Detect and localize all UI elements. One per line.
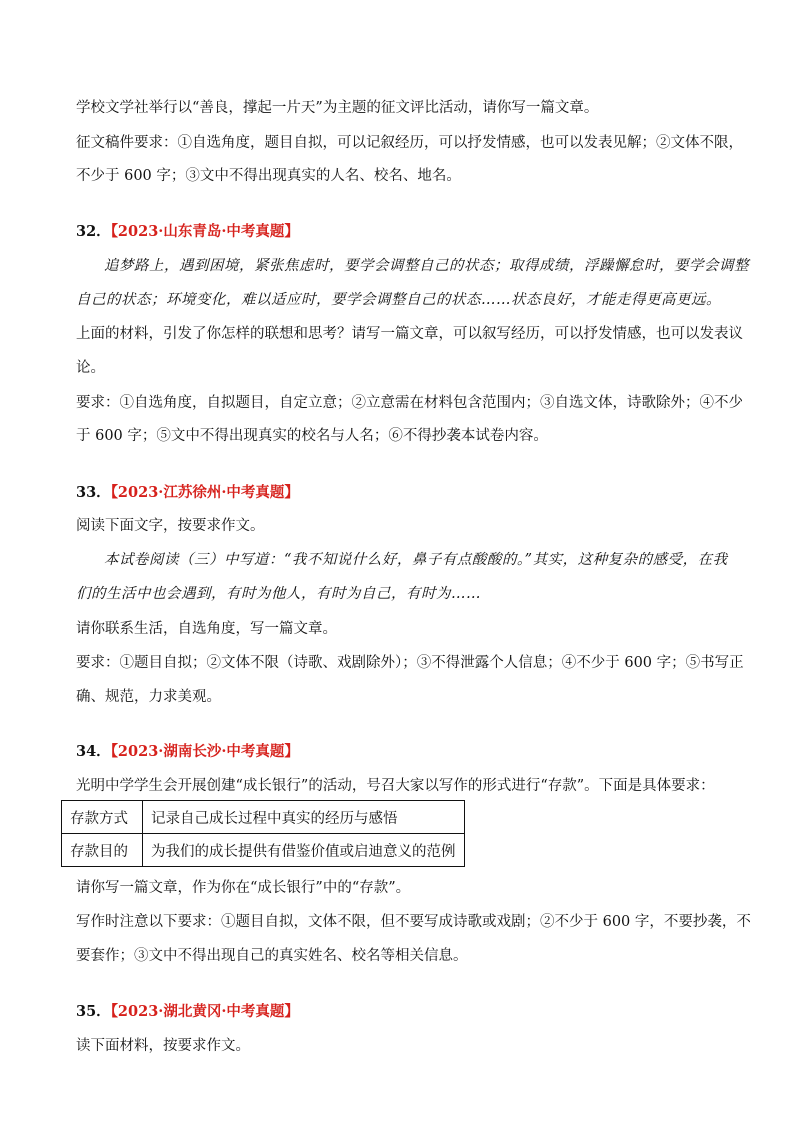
q35-heading [76,1002,299,1022]
deposit-requirements-table [61,800,465,867]
table-row [62,834,465,867]
q33-source-tag: 【2023·江苏徐州·中考真题】 [110,484,299,501]
q33-material-line-1: 本试卷阅读（三）中写道：“我不知说什么好，鼻子有点酸酸的。”其实，这种复杂的感受，在我 [104,552,728,568]
table-cell-value: 记录自己成长过程中真实的经历与感悟 [143,801,465,834]
q33-number: 33． [76,484,111,501]
q32-heading [76,222,299,242]
intro-line-3: 不少于 600 字；③文中不得出现真实的人名、校名、地名。 [76,168,461,184]
intro-line-2: 征文稿件要求：①自选角度，题目自拟，可以记叙经历，可以抒发情感，也可以发表见解；②文体不限， [76,135,743,151]
q32-requirement-line-1: 要求：①自选角度，自拟题目，自定立意；②立意需在材料包含范围内；③自选文体，诗歌除外；④不少 [76,395,743,411]
q32-material-line-1: 追梦路上，遇到困境，紧张焦虑时，要学会调整自己的状态；取得成绩，浮躁懈怠时，要学会调整 [104,258,749,274]
q35-lead: 读下面材料，按要求作文。 [76,1038,250,1054]
q33-lead: 阅读下面文字，按要求作文。 [76,518,265,534]
q32-prompt-line-2: 论。 [76,360,105,376]
q32-source-tag: 【2023·山东青岛·中考真题】 [110,223,299,240]
q33-heading [76,483,299,503]
q32-number: 32． [76,223,111,240]
q33-prompt: 请你联系生活，自选角度，写一篇文章。 [76,621,337,637]
q33-requirement-line-2: 确、规范，力求美观。 [76,689,221,705]
q35-source-tag: 【2023·湖北黄冈·中考真题】 [110,1003,299,1020]
q34-lead: 光明中学学生会开展创建“成长银行”的活动，号召大家以写作的形式进行“存款”。下面是具体要求： [76,778,715,794]
q32-prompt-line-1: 上面的材料，引发了你怎样的联想和思考？请写一篇文章，可以叙写经历，可以抒发情感，也可以发表议 [76,326,743,342]
intro-line-1: 学校文学社举行以“善良，撑起一片天”为主题的征文评比活动，请你写一篇文章。 [76,100,599,116]
table-row [62,801,465,834]
q35-number: 35． [76,1003,111,1020]
q33-material-line-2: 们的生活中也会遇到，有时为他人，有时为自己，有时为…… [76,586,481,602]
q34-heading [76,742,299,762]
q34-requirement-line-1: 写作时注意以下要求：①题目自拟，文体不限，但不要写成诗歌或戏剧；②不少于 600 字，不要抄袭，不 [76,914,751,930]
q32-requirement-line-2: 于 600 字；⑤文中不得出现真实的校名与人名；⑥不得抄袭本试卷内容。 [76,428,548,444]
q34-source-tag: 【2023·湖南长沙·中考真题】 [110,743,299,760]
table-cell-key: 存款目的 [62,834,143,867]
table-cell-value: 为我们的成长提供有借鉴价值或启迪意义的范例 [143,834,465,867]
table-cell-key: 存款方式 [62,801,143,834]
q34-requirement-line-2: 要套作；③文中不得出现自己的真实姓名、校名等相关信息。 [76,948,468,964]
q33-requirement-line-1: 要求：①题目自拟；②文体不限（诗歌、戏剧除外）；③不得泄露个人信息；④不少于 600 字；⑤书写正 [76,655,744,671]
q34-prompt: 请你写一篇文章，作为你在“成长银行”中的“存款”。 [76,880,411,896]
q32-material-line-2: 自己的状态；环境变化，难以适应时，要学会调整自己的状态……状态良好，才能走得更高更远。 [76,292,721,308]
q34-number: 34． [76,743,111,760]
